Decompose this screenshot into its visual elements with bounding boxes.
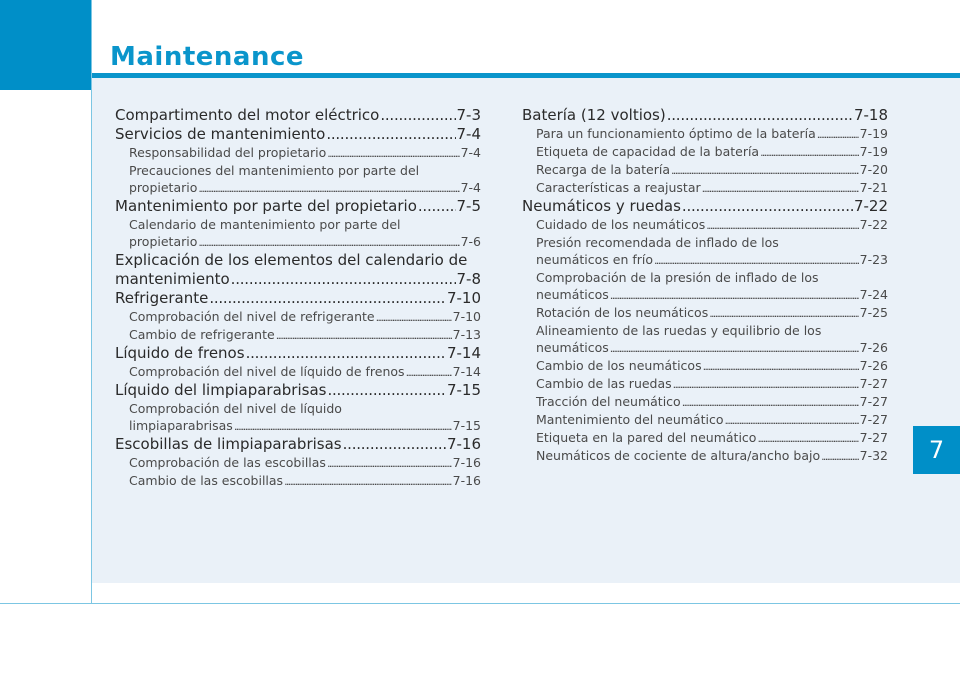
toc-subsection-entry[interactable] xyxy=(115,454,481,472)
toc-entry-title: neumáticos xyxy=(536,287,609,302)
toc-entry-title: Cambio de las ruedas xyxy=(536,376,672,391)
toc-page-number: 7-6 xyxy=(460,234,481,249)
dot-leader xyxy=(327,381,446,400)
toc-page-number: 7-27 xyxy=(859,376,888,391)
toc-section-entry[interactable] xyxy=(115,197,481,216)
toc-entry-row xyxy=(115,326,481,344)
toc-page-number: 7-25 xyxy=(859,305,888,320)
dot-leader xyxy=(703,357,859,375)
toc-subsection-entry[interactable] xyxy=(522,234,888,269)
toc-entry-title: mantenimiento xyxy=(115,270,230,288)
toc-subsection-entry[interactable] xyxy=(522,161,888,179)
dot-leader xyxy=(671,161,859,179)
toc-page-number: 7-15 xyxy=(446,381,481,399)
toc-page-number: 7-16 xyxy=(446,435,481,453)
toc-entry-row xyxy=(522,251,888,269)
toc-entry-row xyxy=(115,106,481,125)
dot-leader xyxy=(406,363,452,381)
dot-leader xyxy=(418,197,456,216)
toc-page-number: 7-4 xyxy=(456,125,481,143)
toc-section-entry[interactable] xyxy=(522,197,888,216)
toc-entry-title: Cuidado de los neumáticos xyxy=(536,217,706,232)
toc-entry-row xyxy=(115,363,481,381)
dot-leader xyxy=(246,344,446,363)
toc-entry-row xyxy=(522,304,888,322)
toc-entry-title: Neumáticos de cociente de altura/ancho bajo xyxy=(536,448,821,463)
dot-leader xyxy=(724,411,858,429)
toc-entry-row xyxy=(522,375,888,393)
toc-entry-title: Compartimento del motor eléctrico xyxy=(115,106,380,124)
dot-leader xyxy=(610,339,859,357)
dot-leader xyxy=(706,216,858,234)
toc-entry-row xyxy=(522,357,888,375)
toc-entry-row xyxy=(522,179,888,197)
toc-subsection-entry[interactable] xyxy=(522,375,888,393)
dot-leader xyxy=(284,472,452,490)
toc-page-number: 7-5 xyxy=(456,197,481,215)
dot-leader xyxy=(198,179,459,197)
dot-leader xyxy=(376,308,452,326)
toc-entry-title: Mantenimiento del neumático xyxy=(536,412,724,427)
toc-subsection-entry[interactable] xyxy=(522,447,888,465)
dot-leader xyxy=(682,393,859,411)
toc-entry-row xyxy=(115,381,481,400)
toc-page-number: 7-26 xyxy=(859,358,888,373)
bottom-divider xyxy=(0,603,960,604)
toc-entry-title: Responsabilidad del propietario xyxy=(129,145,327,160)
toc-entry-title: Comprobación de las escobillas xyxy=(129,455,326,470)
toc-entry-title: neumáticos xyxy=(536,340,609,355)
toc-entry-title: Rotación de los neumáticos xyxy=(536,305,709,320)
toc-entry-title: Servicios de mantenimiento xyxy=(115,125,326,143)
dot-leader xyxy=(757,429,858,447)
toc-page-number: 7-3 xyxy=(456,106,481,124)
toc-entry-title: Cambio de refrigerante xyxy=(129,327,275,342)
toc-entry-row xyxy=(115,289,481,308)
dot-leader xyxy=(709,304,858,322)
toc-entry-title-line: Comprobación de la presión de inflado de los xyxy=(536,270,819,285)
dot-leader xyxy=(682,197,853,216)
dot-leader xyxy=(760,143,859,161)
toc-page-number: 7-14 xyxy=(446,344,481,362)
toc-page-number: 7-15 xyxy=(452,418,481,433)
toc-page-number: 7-21 xyxy=(859,180,888,195)
toc-entry-row xyxy=(115,197,481,216)
toc-page-number: 7-4 xyxy=(460,180,481,195)
toc-subsection-entry[interactable] xyxy=(522,179,888,197)
toc-subsection-entry[interactable] xyxy=(522,125,888,143)
toc-page-number: 7-16 xyxy=(452,473,481,488)
toc-subsection-entry[interactable] xyxy=(522,429,888,447)
toc-entry-title: neumáticos en frío xyxy=(536,252,653,267)
toc-entry-title: propietario xyxy=(129,234,198,249)
dot-leader xyxy=(654,251,859,269)
toc-page-number: 7-27 xyxy=(859,412,888,427)
toc-subsection-entry[interactable] xyxy=(522,269,888,304)
toc-page-number: 7-19 xyxy=(859,144,888,159)
toc-entry-row xyxy=(115,125,481,144)
toc-page-number: 7-20 xyxy=(859,162,888,177)
toc-subsection-entry[interactable] xyxy=(115,144,481,162)
toc-entry-title-line: Comprobación del nivel de líquido xyxy=(129,401,342,416)
toc-section-entry[interactable] xyxy=(115,289,481,308)
dot-leader xyxy=(380,106,455,125)
toc-entry-row xyxy=(115,344,481,363)
toc-section-entry[interactable] xyxy=(115,435,481,454)
toc-section-entry[interactable] xyxy=(115,344,481,363)
toc-page-number: 7-23 xyxy=(859,252,888,267)
dot-leader xyxy=(821,447,859,465)
toc-subsection-entry[interactable] xyxy=(115,326,481,344)
toc-entry-row xyxy=(522,411,888,429)
dot-leader xyxy=(610,286,859,304)
toc-entry-row xyxy=(115,233,481,251)
toc-subsection-entry[interactable] xyxy=(115,363,481,381)
toc-entry-row xyxy=(522,143,888,161)
toc-page-number: 7-13 xyxy=(452,327,481,342)
toc-page-number: 7-22 xyxy=(853,197,888,215)
toc-entry-row xyxy=(115,179,481,197)
toc-subsection-entry[interactable] xyxy=(115,162,481,197)
toc-entry-title-line: Explicación de los elementos del calendario de xyxy=(115,251,468,269)
dot-leader xyxy=(327,454,452,472)
toc-page-number: 7-32 xyxy=(859,448,888,463)
toc-entry-row xyxy=(522,161,888,179)
toc-subsection-entry[interactable] xyxy=(522,322,888,357)
toc-entry-row xyxy=(115,435,481,454)
toc-page-number: 7-10 xyxy=(452,309,481,324)
toc-subsection-entry[interactable] xyxy=(522,304,888,322)
toc-entry-row xyxy=(115,454,481,472)
toc-entry-row xyxy=(115,144,481,162)
toc-entry-title-line: Calendario de mantenimiento por parte del xyxy=(129,217,401,232)
chapter-tab[interactable]: 7 xyxy=(913,426,960,474)
toc-section-entry[interactable] xyxy=(115,251,481,289)
toc-page-number: 7-14 xyxy=(452,364,481,379)
dot-leader xyxy=(276,326,452,344)
toc-entry-title: Etiqueta en la pared del neumático xyxy=(536,430,757,445)
toc-page-number: 7-16 xyxy=(452,455,481,470)
toc-page-number: 7-19 xyxy=(859,126,888,141)
toc-subsection-entry[interactable] xyxy=(522,411,888,429)
toc-entry-title: Etiqueta de capacidad de la batería xyxy=(536,144,760,159)
toc-section-entry[interactable] xyxy=(115,381,481,400)
dot-leader xyxy=(231,270,456,289)
dot-leader xyxy=(326,125,455,144)
toc-section-entry[interactable] xyxy=(522,106,888,125)
toc-subsection-entry[interactable] xyxy=(522,216,888,234)
toc-entry-title: Cambio de los neumáticos xyxy=(536,358,702,373)
toc-page-number: 7-22 xyxy=(859,217,888,232)
toc-entry-row xyxy=(115,308,481,326)
toc-section-entry[interactable] xyxy=(115,125,481,144)
toc-entry-title: Características a reajustar xyxy=(536,180,701,195)
toc-page-number: 7-10 xyxy=(446,289,481,307)
toc-entry-title: Líquido de frenos xyxy=(115,344,245,362)
toc-entry-row xyxy=(522,106,888,125)
toc-entry-title: Batería (12 voltios) xyxy=(522,106,666,124)
dot-leader xyxy=(209,289,446,308)
toc-page-number: 7-27 xyxy=(859,394,888,409)
toc-subsection-entry[interactable] xyxy=(522,143,888,161)
toc-subsection-entry[interactable] xyxy=(522,357,888,375)
toc-subsection-entry[interactable] xyxy=(115,472,481,490)
toc-section-entry[interactable] xyxy=(115,106,481,125)
toc-page-number: 7-27 xyxy=(859,430,888,445)
toc-entry-title-line: Precauciones del mantenimiento por parte del xyxy=(129,163,420,178)
dot-leader xyxy=(234,417,452,435)
toc-entry-row xyxy=(522,447,888,465)
toc-subsection-entry[interactable] xyxy=(115,308,481,326)
toc-entry-title: Mantenimiento por parte del propietario xyxy=(115,197,417,215)
toc-page-number: 7-24 xyxy=(859,287,888,302)
toc-page-number: 7-26 xyxy=(859,340,888,355)
dot-leader xyxy=(667,106,853,125)
corner-color-block xyxy=(0,0,92,90)
toc-entry-title-line: Alineamiento de las ruedas y equilibrio de los xyxy=(536,323,822,338)
toc-left-column xyxy=(115,106,481,490)
dot-leader xyxy=(817,125,859,143)
toc-entry-row xyxy=(522,339,888,357)
toc-entry-title: Tracción del neumático xyxy=(536,394,681,409)
toc-entry-title: propietario xyxy=(129,180,198,195)
toc-entry-row xyxy=(522,393,888,411)
toc-page-number: 7-18 xyxy=(853,106,888,124)
page-title: Maintenance xyxy=(110,42,305,72)
dot-leader xyxy=(343,435,446,454)
toc-entry-title: Comprobación del nivel de líquido de frenos xyxy=(129,364,405,379)
toc-entry-title: limpiaparabrisas xyxy=(129,418,233,433)
toc-entry-title: Comprobación del nivel de refrigerante xyxy=(129,309,375,324)
toc-entry-title: Cambio de las escobillas xyxy=(129,473,284,488)
toc-entry-row xyxy=(522,216,888,234)
toc-entry-title-line: Presión recomendada de inflado de los xyxy=(536,235,779,250)
toc-entry-title: Líquido del limpiaparabrisas xyxy=(115,381,327,399)
toc-page-number: 7-4 xyxy=(460,145,481,160)
toc-entry-title: Escobillas de limpiaparabrisas xyxy=(115,435,342,453)
toc-page-number: 7-8 xyxy=(456,270,481,288)
toc-entry-title: Recarga de la batería xyxy=(536,162,670,177)
toc-entry-title: Para un funcionamiento óptimo de la batería xyxy=(536,126,816,141)
toc-entry-row xyxy=(522,197,888,216)
toc-entry-title: Neumáticos y ruedas xyxy=(522,197,681,215)
dot-leader xyxy=(327,144,459,162)
toc-subsection-entry[interactable] xyxy=(115,400,481,435)
toc-entry-title: Refrigerante xyxy=(115,289,209,307)
toc-right-column xyxy=(522,106,888,465)
dot-leader xyxy=(702,179,859,197)
toc-subsection-entry[interactable] xyxy=(115,216,481,251)
toc-entry-row xyxy=(115,417,481,435)
toc-entry-row xyxy=(115,270,481,289)
toc-entry-row xyxy=(522,125,888,143)
toc-entry-row xyxy=(522,286,888,304)
dot-leader xyxy=(198,233,459,251)
toc-entry-row xyxy=(115,472,481,490)
toc-subsection-entry[interactable] xyxy=(522,393,888,411)
dot-leader xyxy=(673,375,859,393)
toc-entry-row xyxy=(522,429,888,447)
